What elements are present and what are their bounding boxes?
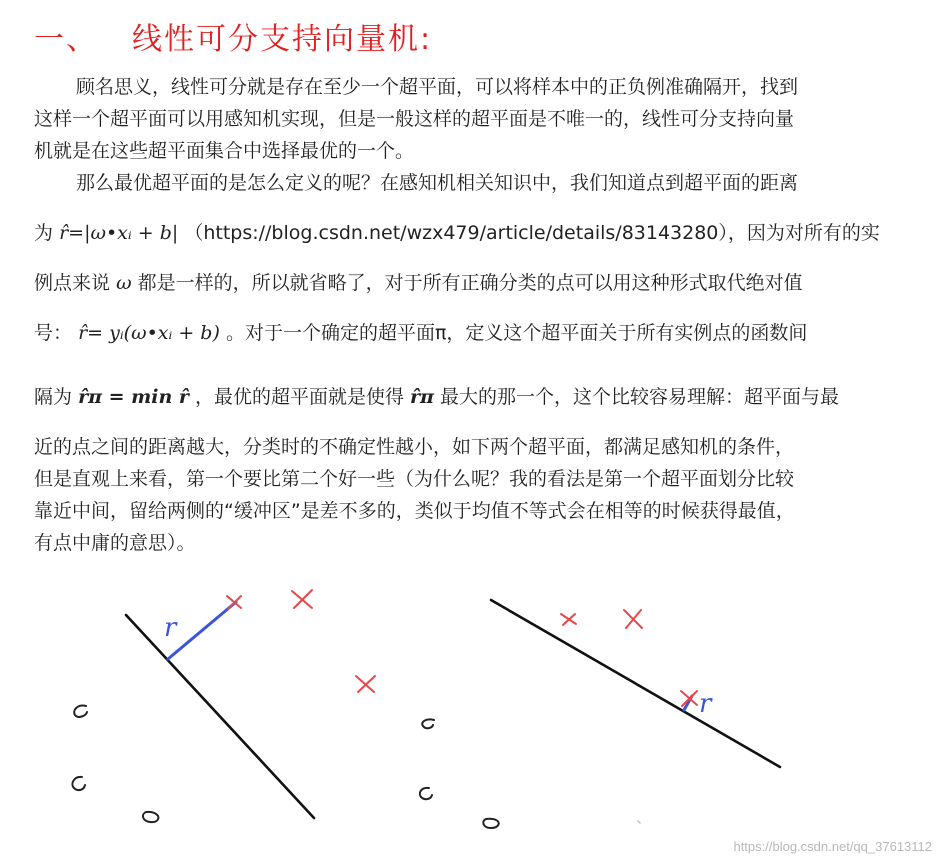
para2-line5-suffix: 最大的那一个，这个比较容易理解：超平面与最 (439, 386, 839, 408)
right-negative-mark-2 (420, 788, 432, 799)
para2-line4 (34, 318, 906, 345)
section-title: 线性可分支持向量机: (132, 22, 433, 57)
para2-line3 (34, 268, 906, 295)
left-negative-mark-3 (143, 812, 159, 822)
para2-line2-prefix: 为 (34, 222, 54, 244)
margin-symbol: r̂π (410, 386, 434, 408)
para2-line3-prefix: 例点来说 (34, 272, 111, 294)
para2-line5-prefix: 隔为 (34, 386, 73, 408)
para2-line1: 那么最优超平面的是怎么定义的呢？在感知机相关知识中，我们知道点到超平面的距离 (76, 172, 799, 194)
para2-line4-suffix: 。对于一个确定的超平面π，定义这个超平面关于所有实例点的函数间 (225, 322, 808, 344)
para2-line2 (34, 218, 906, 245)
right-hyperplane (491, 600, 780, 767)
right-margin-label: r (699, 689, 712, 719)
para2-line7: 但是直观上来看，第一个要比第二个好一些（为什么呢？我的看法是第一个超平面划分比较 (34, 468, 795, 490)
right-negative-mark-1 (422, 719, 434, 728)
section-number: 一、 (34, 22, 98, 57)
right-positive-mark-2 (624, 610, 642, 628)
stray-dot (638, 821, 640, 823)
right-negative-mark-3 (483, 819, 498, 828)
reference-link-text: （https://blog.csdn.net/wzx479/article/details/83143280），因为对所有的实 (184, 222, 880, 244)
omega-symbol: ω (116, 272, 132, 294)
left-margin-line (168, 602, 236, 659)
left-positive-mark-3 (356, 676, 375, 692)
para2-line5 (34, 382, 906, 409)
para2-line5-mid: ，最优的超平面就是使得 (194, 386, 404, 408)
min-margin-formula: r̂π = min r̂ (78, 386, 189, 408)
left-negative-mark-1 (74, 706, 87, 717)
para1-line3: 机就是在这些超平面集合中选择最优的一个。 (34, 140, 415, 162)
para2-line8: 靠近中间，留给两侧的“缓冲区”是差不多的，类似于均值不等式会在相等的时候获得最值， (34, 500, 795, 522)
watermark: https://blog.csdn.net/qq_37613112 (733, 839, 932, 854)
para2-line4-prefix: 号： (34, 322, 73, 344)
para1-line1: 顾名思义，线性可分就是存在至少一个超平面，可以将样本中的正负例准确隔开，找到 (76, 76, 799, 98)
para1-line2: 这样一个超平面可以用感知机实现，但是一般这样的超平面是不唯一的，线性可分支持向量 (34, 108, 795, 130)
left-hyperplane (126, 615, 314, 818)
hyperplane-sketch (0, 570, 942, 840)
right-positive-mark-1 (561, 614, 576, 625)
left-margin-label: r (164, 613, 177, 643)
para2-line6: 近的点之间的距离越大，分类时的不确定性越小，如下两个超平面，都满足感知机的条件， (34, 436, 795, 458)
distance-formula: r̂=|ω•xᵢ + b| (59, 222, 179, 244)
functional-margin-formula: r̂= yᵢ(ω•xᵢ + b) (78, 322, 220, 344)
para2-line9: 有点中庸的意思）。 (34, 532, 196, 554)
left-negative-mark-2 (72, 777, 85, 790)
left-positive-mark-2 (292, 590, 312, 608)
left-positive-mark-1 (227, 596, 241, 609)
para2-line3-suffix: 都是一样的，所以就省略了，对于所有正确分类的点可以用这种形式取代绝对值 (137, 272, 803, 294)
section-heading (34, 14, 432, 58)
